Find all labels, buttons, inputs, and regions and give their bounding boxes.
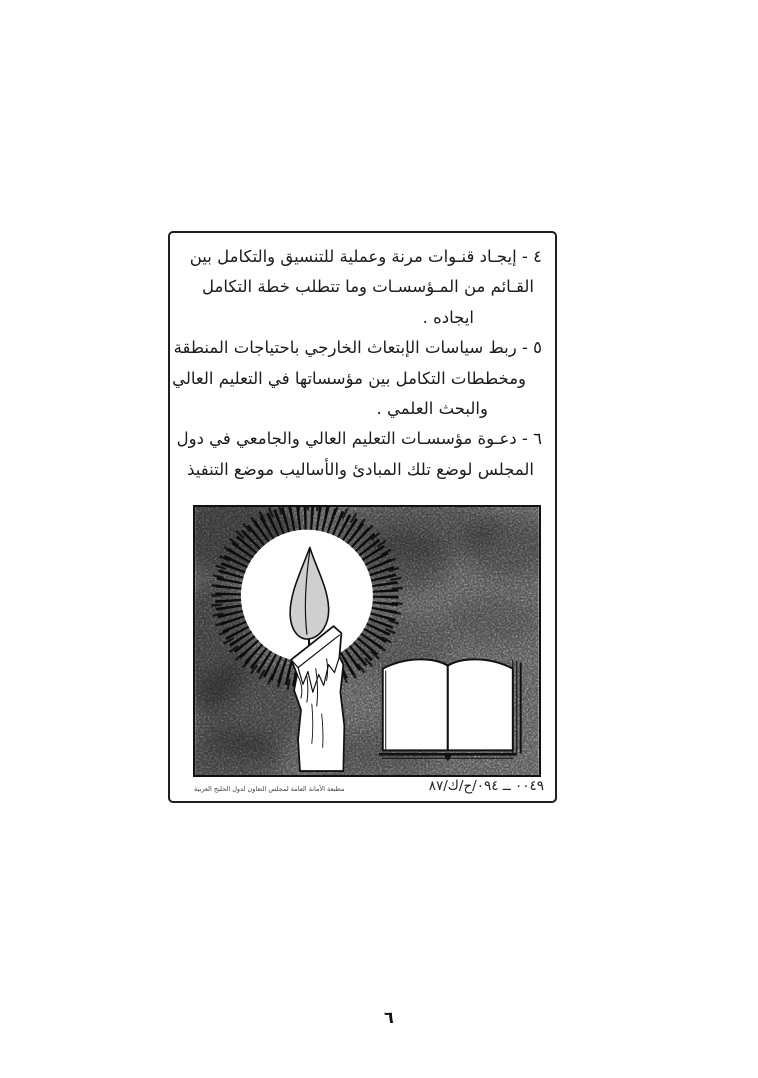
item-4-line-2: القـائم من المـؤسسـات وما تتطلب خطة التكامل xyxy=(202,277,534,297)
body-text xyxy=(172,242,542,485)
item-6-line-2: المجلس لوضع تلك المبادئ والأساليب موضع التنفيذ xyxy=(187,459,534,479)
open-book-drawing xyxy=(379,659,521,761)
candle-book-illustration xyxy=(193,505,541,777)
item-4-line-1: ٤ - إيجـاد قنـوات مرنة وعملية للتنسيق والتكامل بين xyxy=(189,247,542,266)
page-number: ٦ xyxy=(384,1008,394,1027)
document-number: ٠٠٤٩ ــ ٠٩٤/ح/ك/٨٧ xyxy=(428,778,544,794)
item-5-line-3: والبحث العلمي . xyxy=(376,398,488,418)
item-5-line-1: ٥ - ربط سياسات الإبتعاث الخارجي باحتياجات المنطقة xyxy=(173,338,542,358)
item-5-line-2: ومخططات التكامل بين مؤسساتها في التعليم العالي xyxy=(172,368,526,388)
item-4-line-3: ايجاده . xyxy=(422,307,474,327)
candle-book-drawing xyxy=(195,507,539,775)
content-frame xyxy=(168,231,557,803)
frame-footer xyxy=(170,778,555,800)
book-left-page xyxy=(383,659,448,750)
printer-imprint: مطبعة الأمانة العامة لمجلس التعاون لدول الخليج العربية xyxy=(194,785,345,793)
item-6-line-1: ٦ - دعـوة مؤسسـات التعليم العالي والجامعي في دول xyxy=(176,429,542,449)
book-right-page xyxy=(448,659,513,750)
